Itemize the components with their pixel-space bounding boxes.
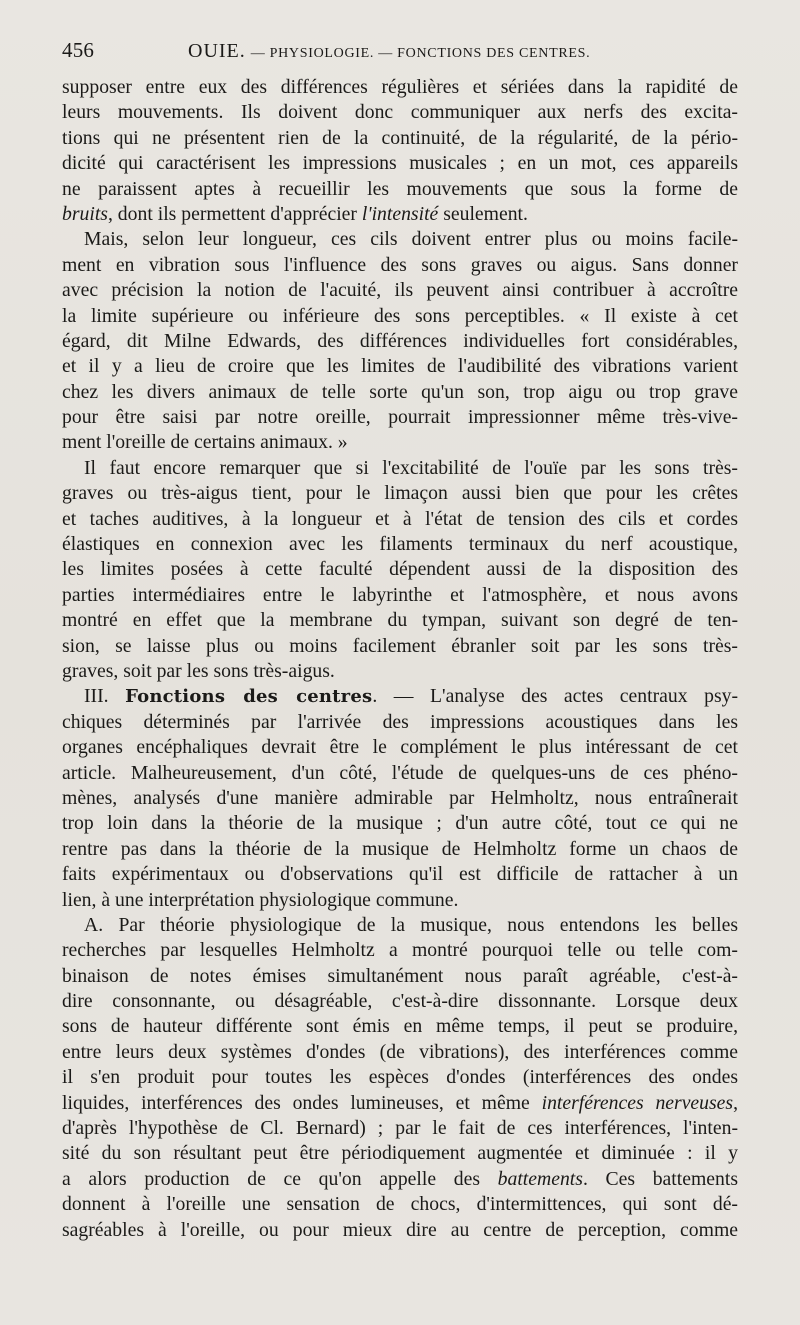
italic-term-bruits: bruits <box>62 202 108 225</box>
text-line: lien, à une interprétation physiologique commune. <box>62 888 459 911</box>
text-line: la limite supérieure ou inférieure des sons perceptibles. « Il existe à cet <box>62 304 738 327</box>
text-line: les limites posées à cette faculté dépendent aussi de la disposition des <box>62 558 738 581</box>
text-line: ment en vibration sous l'influence des sons graves ou aigus. Sans donner <box>62 253 738 276</box>
page-header <box>62 38 738 68</box>
running-head <box>188 40 590 63</box>
text-line: montré en effet que la membrane du tympan, suivant son degré de ten- <box>62 609 738 632</box>
text-span: a alors production de ce qu'on appelle des <box>62 1167 498 1190</box>
text-line: mènes, analysés d'une manière admirable par Helmholtz, nous entraînerait <box>62 786 738 809</box>
italic-term-interferences-nerveuses: interférences nerveuses <box>541 1091 734 1114</box>
text-line: parties intermédiaires entre le labyrinthe et l'atmosphère, et nous avons <box>62 583 738 606</box>
text-line: organes encéphaliques devrait être le complément le plus intéressant de cet <box>62 736 738 759</box>
text-line: dire consonnante, ou désagréable, c'est-à-dire dissonnante. Lorsque deux <box>62 990 738 1013</box>
section-heading-line <box>62 684 738 709</box>
text-line: chez les divers animaux de telle sorte qu'un son, trop aigu ou trop grave <box>62 380 738 403</box>
section-title: Fonctions des centres <box>125 686 373 708</box>
text-line: recherches par lesquelles Helmholtz a montré pourquoi telle ou telle com- <box>62 939 738 962</box>
text-line: leurs mouvements. Ils doivent donc communiquer aux nerfs des excita- <box>62 101 738 124</box>
text-line: d'après l'hypothèse de Cl. Bernard) ; par le fait de ces interférences, l'inten- <box>62 1117 738 1140</box>
text-line: faits expérimentaux ou d'observations qu'il est difficile de rattacher à un <box>62 863 738 886</box>
text-span: . — L'analyse des actes centraux psy- <box>372 685 739 708</box>
text-line: et il y a lieu de croire que les limites de l'audibilité des vibrations varient <box>62 355 738 378</box>
text-span: , dont ils permettent d'apprécier <box>107 202 362 225</box>
text-line <box>62 202 738 227</box>
text-line: élastiques en connexion avec les filaments terminaux du nerf acoustique, <box>62 533 738 556</box>
text-span: seulement. <box>438 202 528 225</box>
text-span: . Ces battements <box>582 1167 738 1190</box>
text-span: liquides, interférences des ondes lumineuses, et même <box>62 1091 542 1114</box>
text-line: sion, se laisse plus ou moins facilement ébranler soit par les sons très- <box>62 634 738 657</box>
italic-term-battements: battements <box>497 1167 583 1190</box>
text-line: supposer entre eux des différences régulières et sériées dans la rapidité de <box>62 76 738 98</box>
text-line: sité du son résultant peut être périodiquement augmentée et diminuée : il y <box>62 1142 738 1165</box>
text-line: dicité qui caractérisent les impressions musicales ; en un mot, ces appareils <box>62 152 738 175</box>
text-line: tions qui ne présentent rien de la continuité, de la régularité, de la pério- <box>62 126 738 149</box>
text-line: article. Malheureusement, d'un côté, l'étude de quelques-uns de ces phéno- <box>62 761 738 784</box>
text-line: graves, soit par les sons très-aigus. <box>62 659 335 682</box>
text-line: binaison de notes émises simultanément nous paraît agréable, c'est-à- <box>62 964 738 987</box>
text-line <box>62 1167 738 1192</box>
body-text <box>62 75 738 1243</box>
text-line: graves ou très-aigus tient, pour le limaçon aussi bien que pour les crêtes <box>62 482 738 505</box>
text-line: il s'en produit pour toutes les espèces d'ondes (interférences des ondes <box>62 1066 738 1089</box>
text-line <box>62 1091 738 1116</box>
text-line: sons de hauteur différente sont émis en même temps, il peut se produire, <box>62 1015 738 1038</box>
text-line: Mais, selon leur longueur, ces cils doivent entrer plus ou moins facile- <box>84 228 738 251</box>
text-line: et taches auditives, à la longueur et à l'état de tension des cils et cordes <box>62 507 738 530</box>
text-line: entre leurs deux systèmes d'ondes (de vibrations), des interférences comme <box>62 1040 738 1063</box>
section-number: III. <box>84 685 126 708</box>
text-line: A. Par théorie physiologique de la musique, nous entendons les belles <box>84 913 738 936</box>
text-line: ne paraissent aptes à recueillir les mouvements que sous la forme de <box>62 177 738 200</box>
page-number: 456 <box>62 38 95 62</box>
text-line: Il faut encore remarquer que si l'excitabilité de l'ouïe par les sons très- <box>84 456 738 479</box>
text-line: rentre pas dans la théorie de la musique de Helmholtz forme un chaos de <box>62 837 738 860</box>
italic-term-intensite: l'intensité <box>361 202 439 225</box>
text-line: égard, dit Milne Edwards, des différences individuelles fort considérables, <box>62 329 738 352</box>
text-span: , <box>733 1091 738 1114</box>
text-line: pour être saisi par notre oreille, pourrait impressionner même très-vive- <box>62 406 738 429</box>
running-head-main: OUIE. <box>188 40 246 62</box>
text-line: sagréables à l'oreille, ou pour mieux dire au centre de perception, comme <box>62 1218 738 1241</box>
text-line: ment l'oreille de certains animaux. » <box>62 431 348 454</box>
text-line: chiques déterminés par l'arrivée des impressions acoustiques dans les <box>62 710 738 733</box>
text-line: avec précision la notion de l'acuité, ils peuvent ainsi contribuer à accroître <box>62 279 738 302</box>
text-line: donnent à l'oreille une sensation de chocs, d'intermittences, qui sont dé- <box>62 1193 738 1216</box>
running-head-rest: — PHYSIOLOGIE. — FONCTIONS DES CENTRES. <box>250 46 591 61</box>
text-line: trop loin dans la théorie de la musique ; d'un autre côté, tout ce qui ne <box>62 812 738 835</box>
